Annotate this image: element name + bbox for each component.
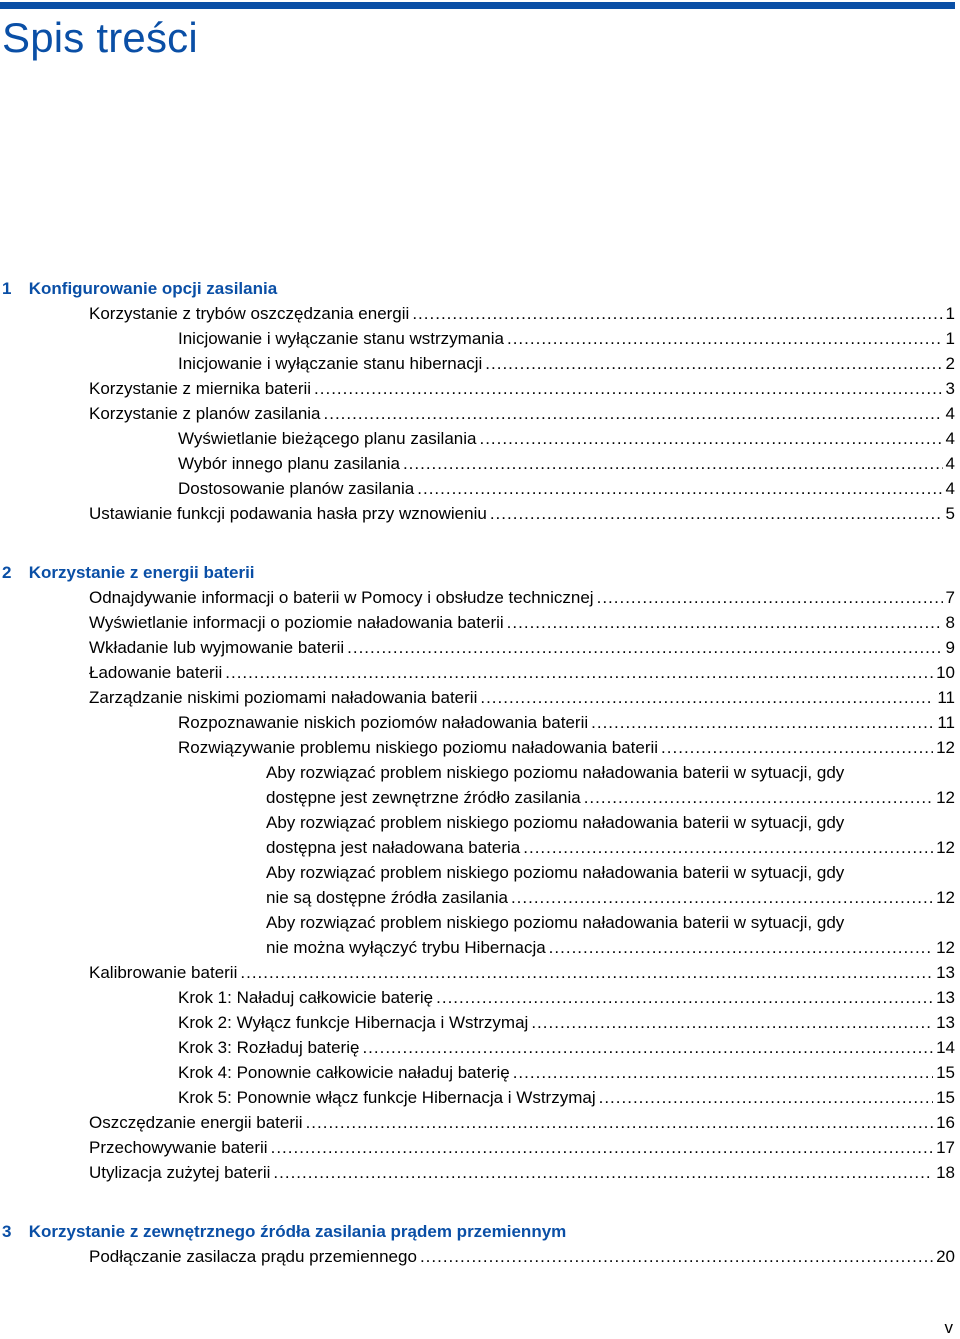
toc-page-number: 1: [945, 304, 955, 323]
toc-page-number: 4: [945, 479, 955, 498]
toc-page-number: 20: [936, 1247, 955, 1266]
toc-entry-label-line[interactable]: Aby rozwiązać problem niskiego poziomu naładowania baterii w sytuacji, gdy: [266, 913, 845, 932]
toc-entry[interactable]: [0, 451, 955, 476]
toc-entry[interactable]: [0, 1085, 955, 1110]
chapter-title: Korzystanie z energii baterii: [28, 563, 255, 582]
dot-leader: [412, 301, 942, 326]
dot-leader: [225, 660, 933, 685]
toc-page-number: 13: [936, 988, 955, 1007]
toc-page-number: 12: [936, 788, 955, 807]
dot-leader: [490, 501, 943, 526]
toc-entry[interactable]: [0, 1244, 955, 1269]
dot-leader: [661, 735, 933, 760]
toc-page-number: 14: [936, 1038, 955, 1057]
toc-entry[interactable]: [0, 426, 955, 451]
toc-page-number: 16: [936, 1113, 955, 1132]
chapter-heading[interactable]: [0, 560, 955, 585]
toc-entry[interactable]: [0, 401, 955, 426]
toc-entry-label: Dostosowanie planów zasilania: [178, 479, 415, 498]
toc-entry[interactable]: [0, 501, 955, 526]
dot-leader: [324, 401, 943, 426]
toc-entry-label: Korzystanie z planów zasilania: [89, 404, 321, 423]
toc-page-number: 8: [945, 613, 955, 632]
toc-entry-label: Kalibrowanie baterii: [89, 963, 238, 982]
toc-page-number: 13: [936, 963, 955, 982]
toc-entry[interactable]: [0, 660, 955, 685]
dot-leader: [362, 1035, 933, 1060]
toc-entry-label: dostępna jest naładowana bateria: [266, 838, 521, 857]
dot-leader: [417, 476, 942, 501]
page-title: Spis treści: [2, 14, 198, 61]
toc-entry[interactable]: [0, 635, 955, 660]
toc-entry-label-line[interactable]: Aby rozwiązać problem niskiego poziomu naładowania baterii w sytuacji, gdy: [266, 763, 845, 782]
toc-entry[interactable]: [0, 710, 955, 735]
chapter-number: 2: [2, 563, 12, 582]
toc-entry-label: Podłączanie zasilacza prądu przemiennego: [89, 1247, 417, 1266]
dot-leader: [531, 1010, 933, 1035]
toc-entry-label: Zarządzanie niskimi poziomami naładowania baterii: [89, 688, 478, 707]
toc-page-number: 13: [936, 1013, 955, 1032]
toc-entry[interactable]: [0, 1110, 955, 1135]
dot-leader: [420, 1244, 933, 1269]
toc-page-number: 2: [945, 354, 955, 373]
dot-leader: [507, 326, 943, 351]
toc-entry[interactable]: [0, 476, 955, 501]
toc-entry-label: Rozpoznawanie niskich poziomów naładowania baterii: [178, 713, 589, 732]
chapter-number: 1: [2, 279, 12, 298]
toc-entry[interactable]: [0, 985, 955, 1010]
chapter-heading[interactable]: [0, 276, 955, 301]
toc-entry[interactable]: [0, 1160, 955, 1185]
toc-page-number: 12: [936, 738, 955, 757]
toc-entry-label-line[interactable]: Aby rozwiązać problem niskiego poziomu naładowania baterii w sytuacji, gdy: [266, 813, 845, 832]
dot-leader: [485, 351, 942, 376]
dot-leader: [549, 935, 933, 960]
toc-entry-label: nie są dostępne źródła zasilania: [266, 888, 508, 907]
toc-entry[interactable]: [0, 785, 955, 810]
toc-entry-label: Ładowanie baterii: [89, 663, 223, 682]
toc-page-number: 1: [945, 329, 955, 348]
toc-entry-label: Ustawianie funkcji podawania hasła przy wznowieniu: [89, 504, 487, 523]
toc-entry-label: Krok 2: Wyłącz funkcje Hibernacja i Wstrzymaj: [178, 1013, 529, 1032]
toc-entry[interactable]: [0, 685, 955, 710]
dot-leader: [511, 885, 933, 910]
toc-page-number: 11: [937, 713, 955, 732]
toc-entry-label: Korzystanie z trybów oszczędzania energii: [89, 304, 410, 323]
page-number: v: [944, 1318, 953, 1337]
toc-entry-label: Przechowywanie baterii: [89, 1138, 268, 1157]
toc-entry[interactable]: [0, 960, 955, 985]
toc-page-number: 4: [945, 454, 955, 473]
chapter-title: Korzystanie z zewnętrznego źródła zasilania prądem przemiennym: [28, 1222, 567, 1241]
toc-page-number: 9: [945, 638, 955, 657]
toc-entry-label: Utylizacja zużytej baterii: [89, 1163, 271, 1182]
dot-leader: [436, 985, 933, 1010]
toc-entry-label: Korzystanie z miernika baterii: [89, 379, 312, 398]
toc-entry-label: Krok 5: Ponownie włącz funkcje Hibernacja i Wstrzymaj: [178, 1088, 596, 1107]
toc-entry[interactable]: [0, 326, 955, 351]
toc-entry[interactable]: [0, 610, 955, 635]
toc-entry-label: nie można wyłączyć trybu Hibernacja: [266, 938, 546, 957]
toc-page-number: 4: [945, 429, 955, 448]
toc-entry[interactable]: [0, 301, 955, 326]
toc-page-number: 7: [945, 588, 955, 607]
toc-entry-label: Inicjowanie i wyłączanie stanu hibernacji: [178, 354, 483, 373]
toc-entry[interactable]: [0, 1035, 955, 1060]
dot-leader: [240, 960, 933, 985]
toc-entry[interactable]: [0, 1010, 955, 1035]
chapter-3: [0, 1219, 955, 1269]
toc-page-number: 3: [945, 379, 955, 398]
chapter-number: 3: [2, 1222, 12, 1241]
dot-leader: [480, 685, 934, 710]
toc-entry[interactable]: [0, 835, 955, 860]
toc-page-number: 15: [936, 1088, 955, 1107]
toc-entry-label: Wkładanie lub wyjmowanie baterii: [89, 638, 345, 657]
dot-leader: [273, 1160, 933, 1185]
toc-entry-label: Wybór innego planu zasilania: [178, 454, 400, 473]
toc-entry[interactable]: [0, 735, 955, 760]
toc-page-number: 4: [945, 404, 955, 423]
toc-entry-label: Oszczędzanie energii baterii: [89, 1113, 303, 1132]
dot-leader: [347, 635, 942, 660]
toc-entry-label: Odnajdywanie informacji o baterii w Pomocy i obsłudze technicznej: [89, 588, 594, 607]
dot-leader: [507, 610, 943, 635]
chapter-heading[interactable]: [0, 1219, 955, 1244]
toc-page-number: 18: [936, 1163, 955, 1182]
toc-page-number: 11: [937, 688, 955, 707]
toc-entry-label: Wyświetlanie bieżącego planu zasilania: [178, 429, 477, 448]
toc-entry[interactable]: [0, 1135, 955, 1160]
toc-entry-label-line[interactable]: Aby rozwiązać problem niskiego poziomu naładowania baterii w sytuacji, gdy: [266, 863, 845, 882]
toc-entry-label: Krok 3: Rozładuj baterię: [178, 1038, 360, 1057]
toc-page-number: 12: [936, 888, 955, 907]
dot-leader: [479, 426, 942, 451]
toc-entry[interactable]: [0, 585, 955, 610]
dot-leader: [591, 710, 934, 735]
toc-page-number: 12: [936, 838, 955, 857]
dot-leader: [306, 1110, 934, 1135]
dot-leader: [523, 835, 933, 860]
chapter-2: [0, 560, 955, 1185]
toc-entry-label: dostępne jest zewnętrzne źródło zasilania: [266, 788, 581, 807]
toc-entry-label: Krok 4: Ponownie całkowicie naładuj baterię: [178, 1063, 510, 1082]
table-of-contents: [0, 276, 955, 1269]
toc-entry[interactable]: [0, 351, 955, 376]
toc-page-number: 15: [936, 1063, 955, 1082]
toc-entry[interactable]: [0, 376, 955, 401]
toc-entry-label: Krok 1: Naładuj całkowicie baterię: [178, 988, 434, 1007]
toc-entry[interactable]: [0, 1060, 955, 1085]
toc-entry[interactable]: [0, 935, 955, 960]
chapter-title: Konfigurowanie opcji zasilania: [28, 279, 278, 298]
header-rule: [0, 2, 955, 9]
dot-leader: [599, 1085, 933, 1110]
dot-leader: [584, 785, 933, 810]
toc-entry-label: Rozwiązywanie problemu niskiego poziomu naładowania baterii: [178, 738, 659, 757]
toc-entry-label: Wyświetlanie informacji o poziomie naładowania baterii: [89, 613, 504, 632]
toc-page-number: 12: [936, 938, 955, 957]
toc-entry-label: Inicjowanie i wyłączanie stanu wstrzymania: [178, 329, 504, 348]
dot-leader: [403, 451, 943, 476]
dot-leader: [597, 585, 943, 610]
toc-entry[interactable]: [0, 885, 955, 910]
dot-leader: [271, 1135, 933, 1160]
chapter-1: [0, 276, 955, 526]
toc-page-number: 17: [936, 1138, 955, 1157]
toc-page-number: 5: [945, 504, 955, 523]
toc-page-number: 10: [936, 663, 955, 682]
dot-leader: [314, 376, 943, 401]
dot-leader: [513, 1060, 933, 1085]
